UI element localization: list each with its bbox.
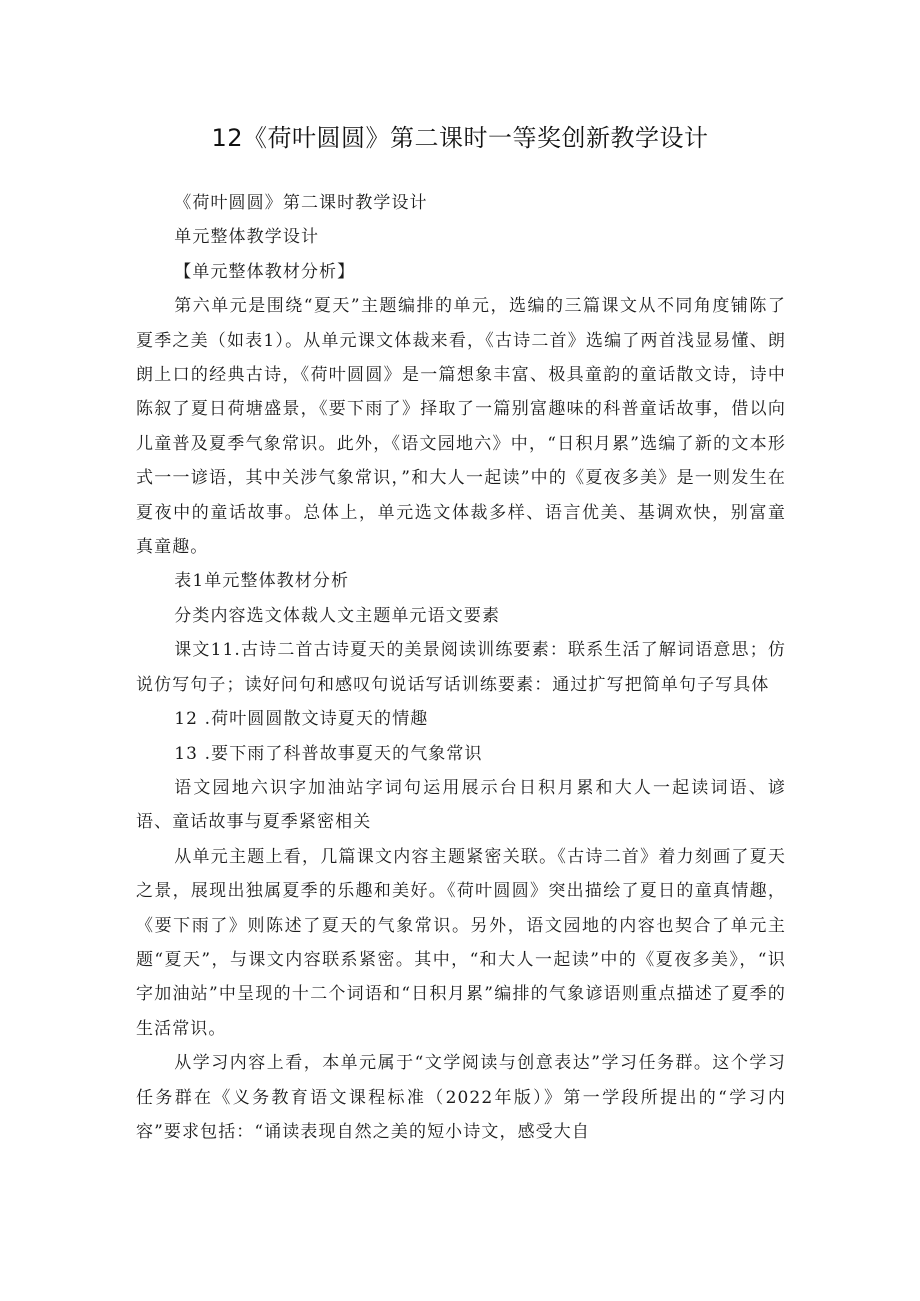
section-heading: 单元整体教学设计	[174, 227, 320, 248]
table-row: 语文园地六识字加油站字词句运用展示台日积月累和大人一起读词语、谚语、童话故事与夏季紧密相关	[136, 777, 786, 833]
table-header-row: 分类内容选文体裁人文主题单元语文要素	[174, 605, 501, 626]
body-paragraph: 第六单元是围绕“夏天”主题编排的单元，选编的三篇课文从不同角度铺陈了夏季之美（如表1）。从单元课文体裁来看，《古诗二首》选编了两首浅显易懂、朗朗上口的经典古诗，《荷叶圆圆》是一篇想象丰富、极具童韵的童话散文诗，诗中陈叙了夏日荷塘盛景，《要下雨了》择取了一篇别富趣味的科普童话故事，借以向儿童普及夏季气象常识。此外，《语文园地六》中，“日积月累”选编了新的文本形式一一谚语，其中关涉气象常识，”和大人一起读”中的《夏夜多美》是一则发生在夏夜中的童话故事。总体上，单元选文体裁多样、语言优美、基调欢快，别富童真童趣。	[136, 296, 786, 558]
table-caption: 表1单元整体教材分析	[174, 571, 350, 592]
subtitle-paragraph: 《荷叶圆圆》第二课时教学设计	[174, 193, 428, 213]
table-row: 13 .要下雨了科普故事夏天的气象常识	[174, 743, 483, 764]
subsection-heading: 【单元整体教材分析】	[174, 261, 356, 282]
table-row: 12 .荷叶圆圆散文诗夏天的情趣	[174, 709, 429, 730]
body-paragraph: 从学习内容上看，本单元属于“文学阅读与创意表达”学习任务群。这个学习任务群在《义务教育语文课程标准（2022年版）》第一学段所提出的“学习内容”要求包括：“诵读表现自然之美的短小诗文，感受大自	[136, 1053, 786, 1142]
document-body	[136, 186, 786, 1149]
body-paragraph: 从单元主题上看，几篇课文内容主题紧密关联。《古诗二首》着力刻画了夏天之景，展现出独属夏季的乐趣和美好。《荷叶圆圆》突出描绘了夏日的童真情趣，《要下雨了》则陈述了夏天的气象常识。另外，语文园地的内容也契合了单元主题“夏天”，与课文内容联系紧密。其中，“和大人一起读”中的《夏夜多美》，“识字加油站”中呈现的十二个词语和“日积月累”编排的气象谚语则重点描述了夏季的生活常识。	[136, 846, 786, 1039]
document-title: 12《荷叶圆圆》第二课时一等奖创新教学设计	[211, 124, 709, 152]
table-row: 课文11.古诗二首古诗夏天的美景阅读训练要素：联系生活了解词语意思；仿说仿写句子；读好问句和感叹句说话写话训练要素：通过扩写把简单句子写具体	[136, 640, 786, 695]
